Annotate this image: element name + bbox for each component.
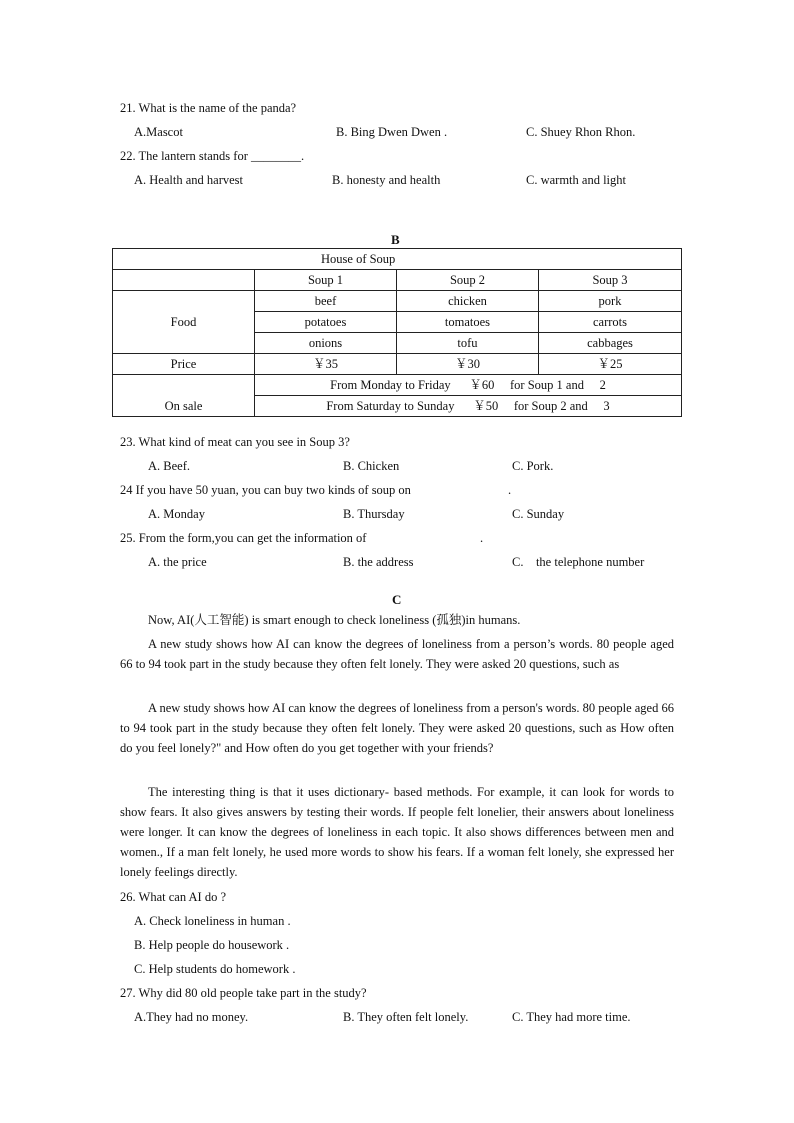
q26-question: 26. What can AI do ? <box>120 890 226 904</box>
section-c-title: C <box>392 592 402 607</box>
q22-question: 22. The lantern stands for ________. <box>120 149 305 163</box>
soup-table <box>112 248 682 417</box>
q22-option-a: A. Health and harvest <box>134 173 243 187</box>
passage-paragraph-1 <box>120 610 674 630</box>
q23-option-a: A. Beef. <box>148 459 190 473</box>
food-cell: potatoes <box>255 312 397 333</box>
q24-question: 24 If you have 50 yuan, you can buy two kinds of soup on <box>120 483 411 497</box>
q23-option-b: B. Chicken <box>343 459 400 473</box>
food-cell: beef <box>255 291 397 312</box>
q23-question: 23. What kind of meat can you see in Soup 3? <box>120 435 350 449</box>
q22-option-b: B. honesty and health <box>332 173 441 187</box>
passage-paragraph-3 <box>120 698 674 758</box>
q25-option-b: B. the address <box>343 555 414 569</box>
food-cell: pork <box>539 291 682 312</box>
price-cell: ￥35 <box>255 354 397 375</box>
food-cell: onions <box>255 333 397 354</box>
q21-option-a: A.Mascot <box>134 125 183 139</box>
q27-question: 27. Why did 80 old people take part in the study? <box>120 986 367 1000</box>
food-cell: tomatoes <box>397 312 539 333</box>
section-b-title: B <box>391 232 400 247</box>
q24-option-a: A. Monday <box>148 507 205 521</box>
passage-text: A new study shows how AI can know the degrees of loneliness from a person’s words. 80 people aged 66 to 94 took part in the study because they often felt lonely. They were asked 20 questions, such as <box>120 637 674 671</box>
q25-tail: . <box>480 531 484 545</box>
q24-tail: . <box>508 483 512 497</box>
header-soup-3: Soup 3 <box>539 270 682 291</box>
food-label: Food <box>113 291 255 354</box>
header-soup-1: Soup 1 <box>255 270 397 291</box>
q27-option-b: B. They often felt lonely. <box>343 1010 469 1024</box>
passage-paragraph-2 <box>120 634 674 674</box>
q26-option-c: C. Help students do homework . <box>134 962 296 976</box>
passage-text: A new study shows how AI can know the degrees of loneliness from a person's words. 80 people aged 66 to 94 took part in the study because they often felt lonely. They were asked 20 questions, such as How often do you feel lonely?" and How often do you get together with your friends? <box>120 701 674 755</box>
q26-option-a: A. Check loneliness in human . <box>134 914 291 928</box>
q27-option-a: A.They had no money. <box>134 1010 249 1024</box>
q21-option-b: B. Bing Dwen Dwen . <box>336 125 448 139</box>
sale-weekday: From Monday to Friday ￥60 for Soup 1 and 2 <box>255 375 682 396</box>
q23-option-c: C. Pork. <box>512 459 554 473</box>
q25-option-a: A. the price <box>148 555 207 569</box>
passage-text: The interesting thing is that it uses dictionary- based methods. For example, it can look for words to show fears. It also gives answers by testing their words. If people felt lonelier, their answers about loneliness were longer. It can know the degrees of loneliness in each topic. It also shows differences between men and women., If a man felt lonely, he used more words to show his fears. If a woman felt lonely, she expressed her lonely feelings directly. <box>120 785 674 879</box>
passage-text: Now, AI(人工智能) is smart enough to check loneliness (孤独)in humans. <box>148 613 521 627</box>
q24-option-c: C. Sunday <box>512 507 565 521</box>
passage-paragraph-4 <box>120 782 674 882</box>
q25-question: 25. From the form,you can get the information of <box>120 531 367 545</box>
q26-option-b: B. Help people do housework . <box>134 938 290 952</box>
q22-option-c: C. warmth and light <box>526 173 626 187</box>
food-cell: carrots <box>539 312 682 333</box>
q21-option-c: C. Shuey Rhon Rhon. <box>526 125 636 139</box>
q24-option-b: B. Thursday <box>343 507 405 521</box>
sale-label: On sale <box>113 375 255 417</box>
price-label: Price <box>113 354 255 375</box>
header-soup-2: Soup 2 <box>397 270 539 291</box>
price-cell: ￥25 <box>539 354 682 375</box>
table-caption: House of Soup <box>113 249 682 270</box>
q27-option-c: C. They had more time. <box>512 1010 631 1024</box>
q25-option-c: C. the telephone number <box>512 555 645 569</box>
price-cell: ￥30 <box>397 354 539 375</box>
food-cell: tofu <box>397 333 539 354</box>
food-cell: cabbages <box>539 333 682 354</box>
header-empty-cell <box>113 270 255 291</box>
q21-question: 21. What is the name of the panda? <box>120 101 297 115</box>
food-cell: chicken <box>397 291 539 312</box>
sale-weekend: From Saturday to Sunday ￥50 for Soup 2 and 3 <box>255 396 682 417</box>
